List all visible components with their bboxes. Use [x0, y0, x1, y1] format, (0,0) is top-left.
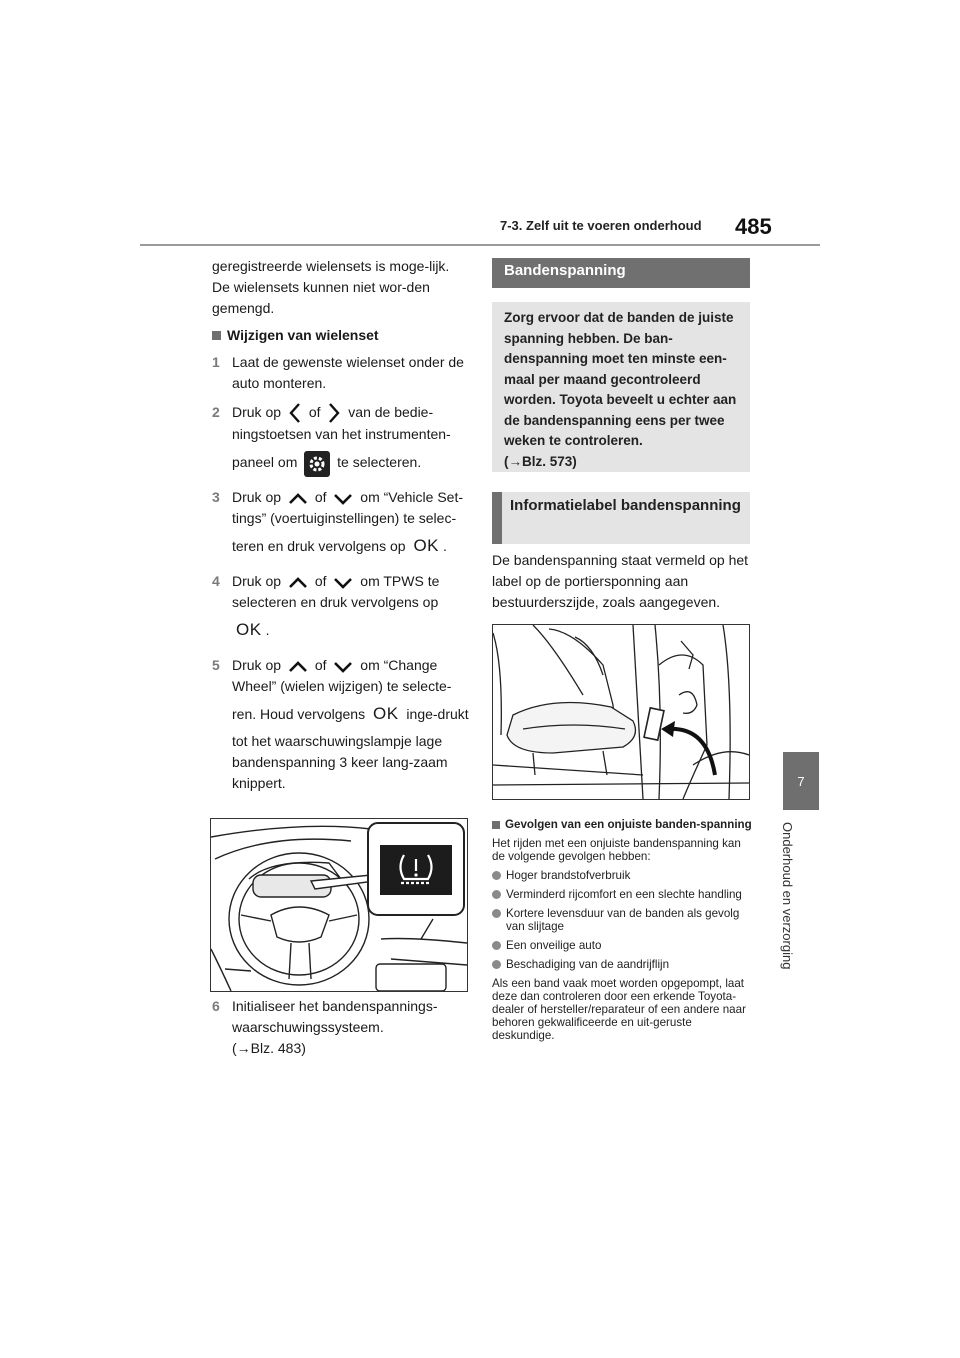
settings-gear-icon — [304, 451, 330, 477]
square-bullet-icon — [492, 821, 500, 829]
left-column — [212, 256, 470, 802]
consequences-heading: Gevolgen van een onjuiste banden-spanning — [492, 818, 754, 831]
list-item: Beschadiging van de aandrijflijn — [492, 958, 754, 971]
chevron-left-icon — [288, 402, 302, 424]
ok-button-symbol: OK — [413, 536, 440, 556]
ok-button-symbol: OK — [236, 620, 262, 640]
list-item: Kortere levensduur van de banden als gevolg van slijtage — [492, 907, 754, 933]
bullet-icon — [492, 909, 501, 918]
section-heading-bandenspanning: Bandenspanning — [492, 258, 750, 288]
bullet-icon — [492, 960, 501, 969]
list-item: Hoger brandstofverbruik — [492, 869, 754, 882]
consequences-intro: Het rijden met een onjuiste bandenspanning kan de volgende gevolgen hebben: — [492, 837, 741, 863]
closing-text: Als een band vaak moet worden opgepompt, laat deze dan controleren door een erkende Toyota-dealer of hersteller/reparateur of een andere naar behoren gekwalificeerde en uit-geruste deskundige. — [492, 977, 746, 1042]
step-4: 4 Druk op of om TPWS te selecteren en druk vervolgens op OK . — [212, 571, 470, 647]
chevron-down-icon — [333, 660, 353, 674]
chevron-up-icon — [288, 492, 308, 506]
list-item: Verminderd rijcomfort en een slechte handling — [492, 888, 754, 901]
arrow-icon — [661, 721, 675, 737]
door-pillar-illustration — [492, 624, 750, 800]
page-number: 485 — [735, 214, 772, 239]
step-6: 6 Initialiseer het bandenspannings-waarschuwingssysteem. (→Blz. 483) — [212, 998, 438, 1056]
bullet-icon — [492, 941, 501, 950]
seat-door-illustration — [493, 625, 749, 799]
label-heading: Informatielabel bandenspanning — [492, 492, 750, 544]
subheading: Wijzigen van wielenset — [212, 325, 470, 346]
dashboard-illustration — [210, 818, 468, 992]
page-reference[interactable]: (→Blz. 483) — [232, 1040, 306, 1056]
chevron-right-icon — [327, 402, 341, 424]
header-rule — [140, 244, 820, 246]
notice-box: Zorg ervoor dat de banden de juiste spanning hebben. De ban-denspanning moet ten minste een-maal per maand gecontroleerd worden. Toyota beveelt u echter aan de bandenspanning eens per twee weken te controleren. (→Blz. 573) — [492, 302, 750, 472]
bullet-icon — [492, 871, 501, 880]
step-1: 1 Laat de gewenste wielenset onder de auto monteren. — [212, 354, 464, 391]
bullet-icon — [492, 890, 501, 899]
ok-button-symbol: OK — [372, 704, 399, 724]
list-item: Een onveilige auto — [492, 939, 754, 952]
section-title: 7-3. Zelf uit te voeren onderhoud — [500, 218, 702, 233]
chapter-tab[interactable] — [783, 752, 819, 810]
steering-wheel-illustration — [211, 819, 467, 991]
step-3: 3 Druk op of om “Vehicle Set-tings” (voertuiginstellingen) te selec- teren en druk vervolgens op OK . — [212, 487, 470, 563]
chapter-label: Onderhoud en verzorging — [780, 822, 795, 970]
intro-text: geregistreerde wielensets is moge-lijk. De wielensets kunnen niet wor-den gemengd. — [212, 258, 450, 316]
step-5: 5 Druk op of om “Change Wheel” (wielen wijzigen) te selecte- ren. Houd vervolgens OK inge-drukt tot het waarschuwingslampje lage bandenspanning 3 keer lang-zaam knippert. — [212, 657, 469, 792]
consequences-section — [492, 818, 754, 1048]
chevron-down-icon — [333, 576, 353, 590]
page-reference[interactable]: (→Blz. 573) — [504, 453, 577, 469]
step-2: 2 Druk op of van de bedie-ningstoetsen van het instrumenten- paneel om te selecteren. — [212, 402, 470, 479]
chevron-up-icon — [288, 576, 308, 590]
chevron-up-icon — [288, 660, 308, 674]
label-description: De bandenspanning staat vermeld op het label op de portiersponning aan bestuurderszijde, zoals aangegeven. — [492, 552, 749, 610]
square-bullet-icon — [212, 331, 221, 340]
chapter-number: 7 — [797, 773, 805, 789]
chevron-down-icon — [333, 492, 353, 506]
